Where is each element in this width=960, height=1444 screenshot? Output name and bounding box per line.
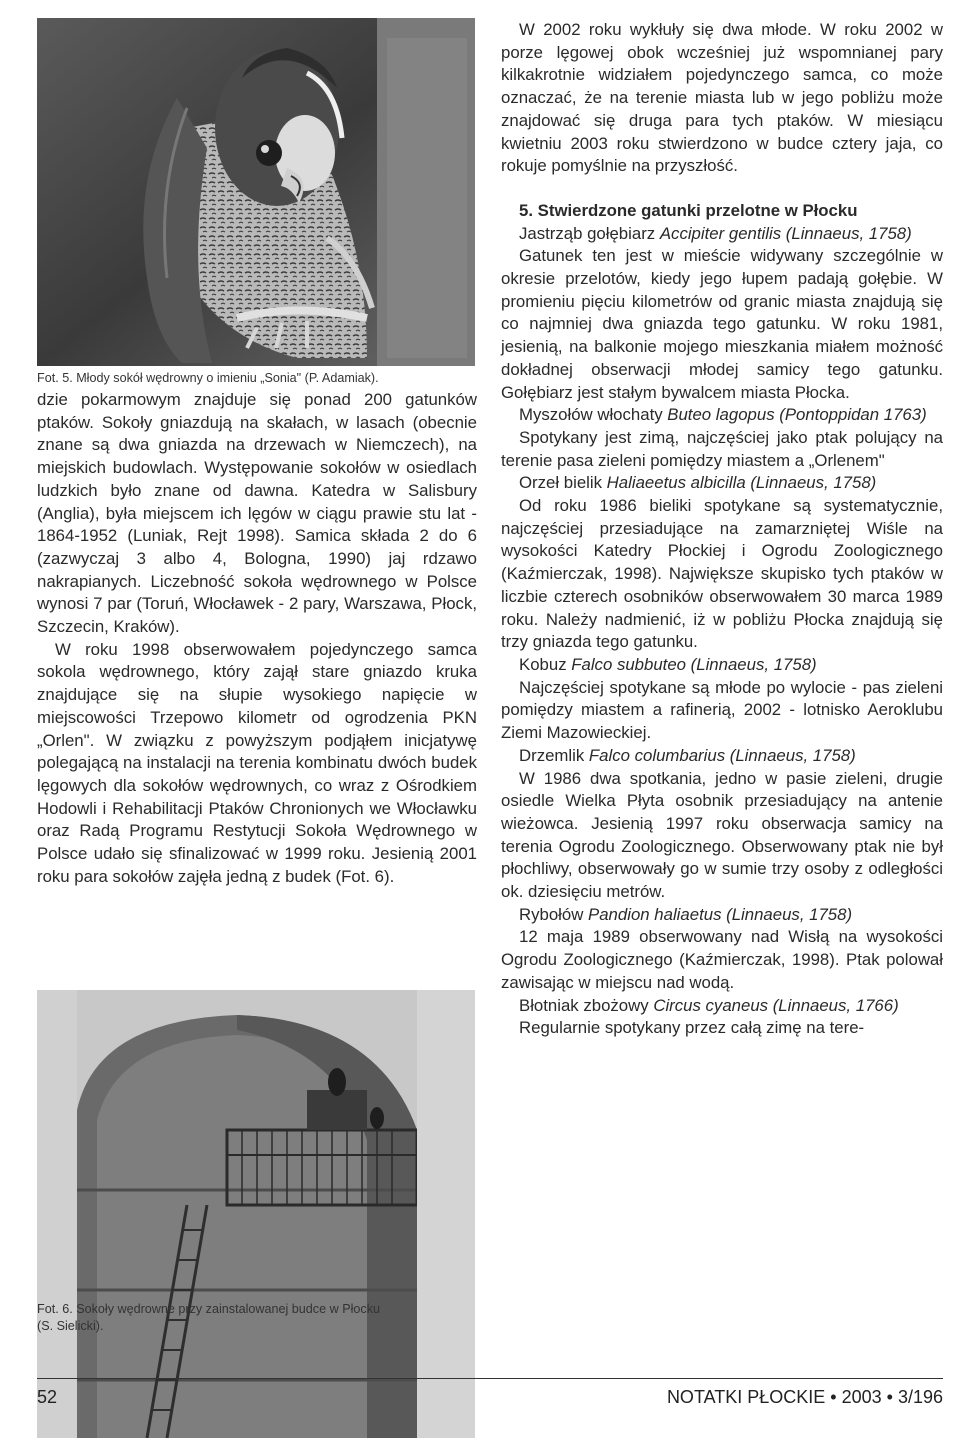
species-heading: Myszołów włochaty Buteo lagopus (Pontoppidan 1763) xyxy=(519,405,927,425)
species-text: Najczęściej spotykane są młode po wylocie - pas zieleni pomiędzy miastem a rafinerią, 2002 - lotnisko Aeroklubu Ziemi Mazowieckiej. xyxy=(501,677,943,743)
photo-caption-fot5: Fot. 5. Młody sokół wędrowny o imieniu „Sonia" (P. Adamiak). xyxy=(37,371,379,385)
species-text: Od roku 1986 bieliki spotykane są systematycznie, najczęściej przesiadujące na zamarzniętej Wiśle na wysokości Katedry Płockiej i Ogrodu Zoologicznego (Kaźmierczak, 1998). Największe skupisko tych ptaków w liczbie czterech osobników obserwowałem 30 marca 1989 roku. Należy nadmienić, iż w pobliżu Płocka znajdują się trzy gniazda tego gatunku. xyxy=(501,496,943,652)
paragraph-intro: W 2002 roku wykłuły się dwa młode. W roku 2002 w porze lęgowej obok wcześniej już wspomnianej pary kilkakrotnie widziałem pojedynczego samca, co może oznaczać, że na terenie miasta lub w jego pobliżu może znajdować się druga para tych ptaków. W miesiącu kwietniu 2003 roku stwierdzono w budce cztery jaja, co rokuje pomyślnie na przyszłość. xyxy=(501,20,943,176)
species-text: 12 maja 1989 obserwowany nad Wisłą na wysokości Ogrodu Zoologicznego (Kaźmierczak, 1998). Ptak polował zawisając w miejscu nad wodą. xyxy=(501,927,943,992)
species-text: Spotykany jest zimą, najczęściej jako ptak polujący na terenie pasa zieleni pomiędzy miastem a „Orlenem" xyxy=(501,427,943,470)
journal-info: NOTATKI PŁOCKIE • 2003 • 3/196 xyxy=(666,1387,943,1407)
species-text: Gatunek ten jest w mieście widywany szczególnie w okresie przelotów, kiedy jego łupem padają gołębie. W promieniu pięciu kilometrów od granic miasta znajdują się co najmniej dwa gniazda tego gatunku. W roku 1981, jesienią, na balkonie mojego mieszkania miałem możność dokładnej obserwacji młodej samicy tego gatunku. Gołębiarz jest stałym bywalcem miasta Płocka. xyxy=(501,246,943,402)
page-number: 52 xyxy=(37,1387,58,1407)
species-heading: Drzemlik Falco columbarius (Linnaeus, 1758) xyxy=(519,745,856,765)
caption-line-2: (S. Sielicki). xyxy=(37,1319,104,1333)
left-column xyxy=(37,389,477,888)
section-heading: 5. Stwierdzone gatunki przelotne w Płocku xyxy=(519,200,858,220)
nest-box-photo xyxy=(37,990,475,1438)
right-column xyxy=(501,19,943,1040)
caption-line-1: Fot. 6. Sokoły wędrowne przy zainstalowanej budce w Płocku xyxy=(37,1302,381,1316)
species-text: Regularnie spotykany przez całą zimę na tere- xyxy=(519,1018,865,1038)
falcon-photo xyxy=(37,18,475,366)
species-text: W 1986 dwa spotkania, jedno w pasie zieleni, drugie osiedle Wielka Płyta osobnik przesiadujący na antenie wieżowca. Jesienią 1997 roku obserwacja samicy na terenia Ogrodu Zoologicznego. Obserwowany ptak nie był płochliwy, obserwowały go w sumie trzy osoby z odległości ok. dziesięciu metrów. xyxy=(501,768,943,902)
species-heading: Rybołów Pandion haliaetus (Linnaeus, 1758) xyxy=(519,904,853,924)
photo-caption-fot6 xyxy=(37,1301,477,1335)
species-heading: Jastrząb gołębiarz Accipiter gentilis (Linnaeus, 1758) xyxy=(519,223,912,243)
paragraph-nest-boxes: W roku 1998 obserwowałem pojedynczego samca sokola wędrownego, który zajął stare gniazdo kruka znajdujące się na słupie wysokiego napięcie w miejscowości Trzepowo kilometr od ogrodzenia PKN „Orlen". W związku z powyższym podjąłem inicjatywę polegającą na instalacji na terenia kombinatu dwóch budek lęgowych dla sokołów wędrownych, co wraz z Ośrodkiem Hodowli i Rehabilitacji Ptaków Chronionych we Włocławku oraz Radą Programu Restytucji Sokoła Wędrownego w Polsce udało się sfinalizować w 1999 roku. Jesienią 2001 roku para sokołów zajęła jedną z budek (Fot. 6). xyxy=(37,639,477,886)
page-footer xyxy=(37,1378,943,1407)
paragraph-falcon-habitat: dzie pokarmowym znajduje się ponad 200 gatunków ptaków. Sokoły gniazdują na skałach, w lasach (obecnie znane są dwa gniazda na drzewach w Niemczech), na miejskich budowlach. Występowanie sokołów w osiedlach ludzkich było znane od dawna. Katedra w Salisbury (Anglia), była miejscem ich lęgów w ciągu prawie stu lat - 1864-1952 (Luniak, Rejt 1998). Samica składa 2 do 6 (zazwyczaj 3 albo 4, Bologna, 1990) jaj rdzawo nakrapianych. Liczebność sokoła wędrownego w Polsce wynosi 7 par (Toruń, Włocławek - 2 pary, Warszawa, Płock, Szczecin, Kraków). xyxy=(37,390,477,637)
species-heading: Kobuz Falco subbuteo (Linnaeus, 1758) xyxy=(519,654,817,674)
species-heading: Orzeł bielik Haliaeetus albicilla (Linnaeus, 1758) xyxy=(519,473,877,493)
species-heading: Błotniak zbożowy Circus cyaneus (Linnaeus, 1766) xyxy=(519,995,899,1015)
